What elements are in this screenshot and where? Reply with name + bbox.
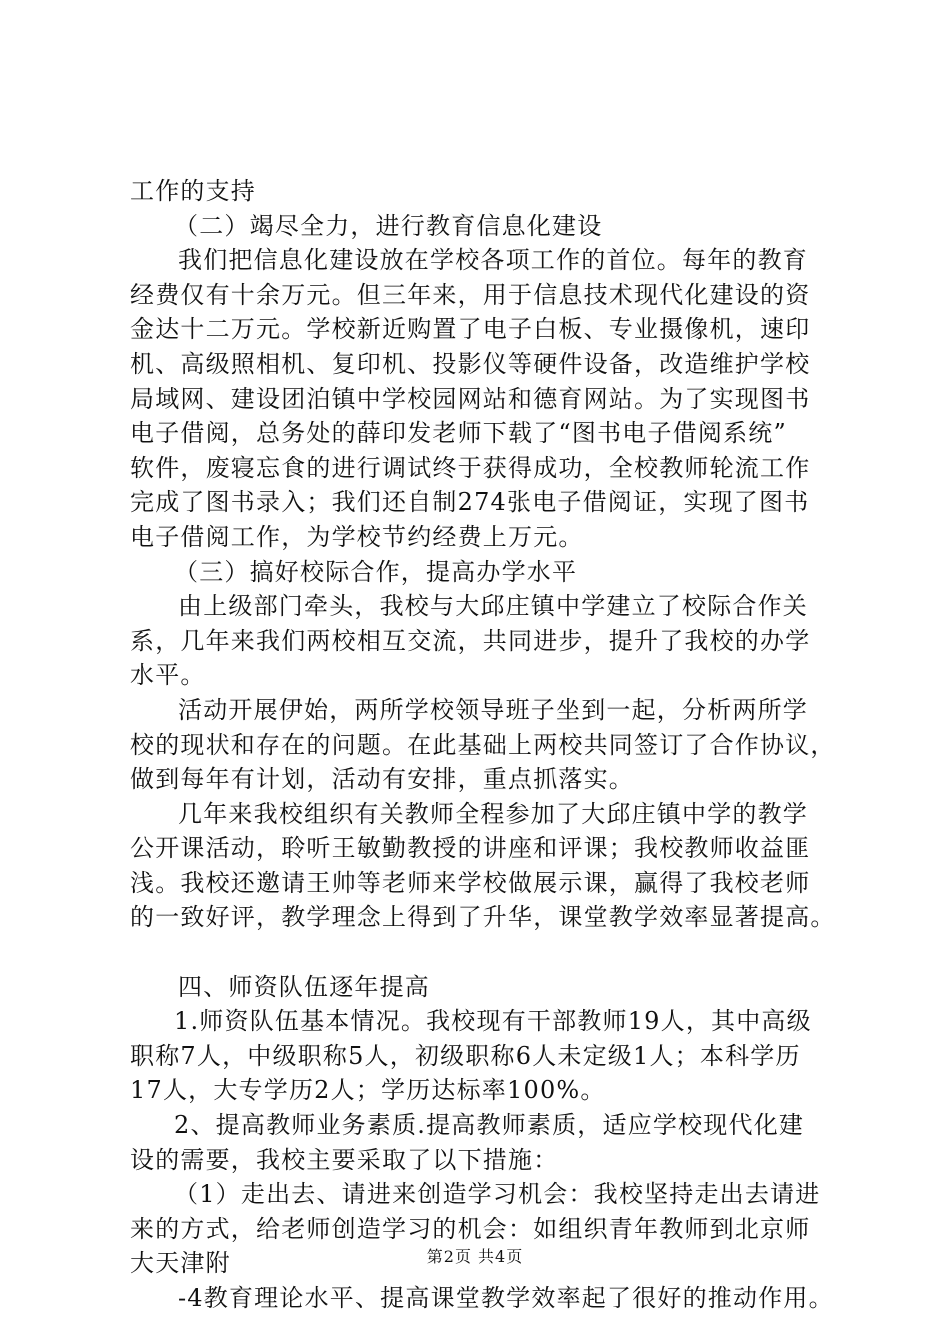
text-line: 完成了图书录入；我们还自制274张电子借阅证，实现了图书 (130, 488, 810, 517)
text-line: 校的现状和存在的问题。在此基础上两校共同签订了合作协议， (130, 730, 836, 759)
text-line: 局域网、建设团泊镇中学校园网站和德育网站。为了实现图书 (130, 384, 811, 413)
section-heading: （二）竭尽全力，进行教育信息化建设 (174, 211, 603, 240)
text-line: 工作的支持 (130, 177, 256, 205)
section-heading: （三）搞好校际合作，提高办学水平 (174, 557, 578, 586)
text-line: 电子借阅工作，为学校节约经费上万元。 (130, 522, 584, 551)
text-line: 来的方式，给老师创造学习的机会：如组织青年教师到北京师 (130, 1214, 811, 1243)
text-line: 公开课活动，聆听王敏勤教授的讲座和评课；我校教师收益匪 (130, 834, 811, 863)
text-line: 我们把信息化建设放在学校各项工作的首位。每年的教育 (178, 246, 808, 275)
text-line: 系，几年来我们两校相互交流，共同进步，提升了我校的办学 (130, 626, 811, 655)
text-line: 水平。 (130, 661, 206, 690)
text-line: 活动开展伊始，两所学校领导班子坐到一起，分析两所学 (178, 695, 808, 724)
text-line: 设的需要，我校主要采取了以下措施： (130, 1145, 559, 1174)
text-line: 浅。我校还邀请王帅等老师来学校做展示课，赢得了我校老师 (130, 868, 811, 897)
text-line: 由上级部门牵头，我校与大邱庄镇中学建立了校际合作关 (178, 592, 808, 621)
text-line: 软件，废寝忘食的进行调试终于获得成功，全校教师轮流工作 (130, 453, 811, 482)
text-line: （1）走出去、请进来创造学习机会：我校坚持走出去请进 (174, 1180, 821, 1209)
text-line: 17人，大专学历2人；学历达标率100%。 (130, 1076, 606, 1105)
text-line: -4教育理论水平、提高课堂教学效率起了很好的推动作用。 (178, 1284, 834, 1312)
text-line: 金达十二万元。学校新近购置了电子白板、专业摄像机，速印 (130, 315, 811, 344)
page-number-footer: 第2页 共4页 (426, 1247, 524, 1266)
text-line: 经费仅有十余万元。但三年来，用于信息技术现代化建设的资 (130, 280, 811, 309)
text-line: 的一致好评，教学理念上得到了升华，课堂教学效率显著提高。 (130, 903, 836, 932)
text-line: 1.师资队伍基本情况。我校现有干部教师19人，其中高级 (174, 1007, 812, 1036)
text-line: 大天津附 (130, 1249, 231, 1278)
text-line: 电子借阅，总务处的薛印发老师下载了“图书电子借阅系统” (130, 419, 787, 448)
text-line: 2、提高教师业务素质.提高教师素质，适应学校现代化建 (174, 1111, 805, 1140)
paragraph-gap (130, 935, 850, 970)
text-line: 做到每年有计划，活动有安排，重点抓落实。 (130, 765, 634, 794)
section-heading: 四、师资队伍逐年提高 (178, 972, 430, 1001)
text-line: 职称7人，中级职称5人，初级职称6人未定级1人；本科学历 (130, 1041, 801, 1070)
text-line: 几年来我校组织有关教师全程参加了大邱庄镇中学的教学 (178, 799, 808, 828)
text-line: 机、高级照相机、复印机、投影仪等硬件设备，改造维护学校 (130, 349, 811, 378)
document-body (130, 174, 850, 1316)
